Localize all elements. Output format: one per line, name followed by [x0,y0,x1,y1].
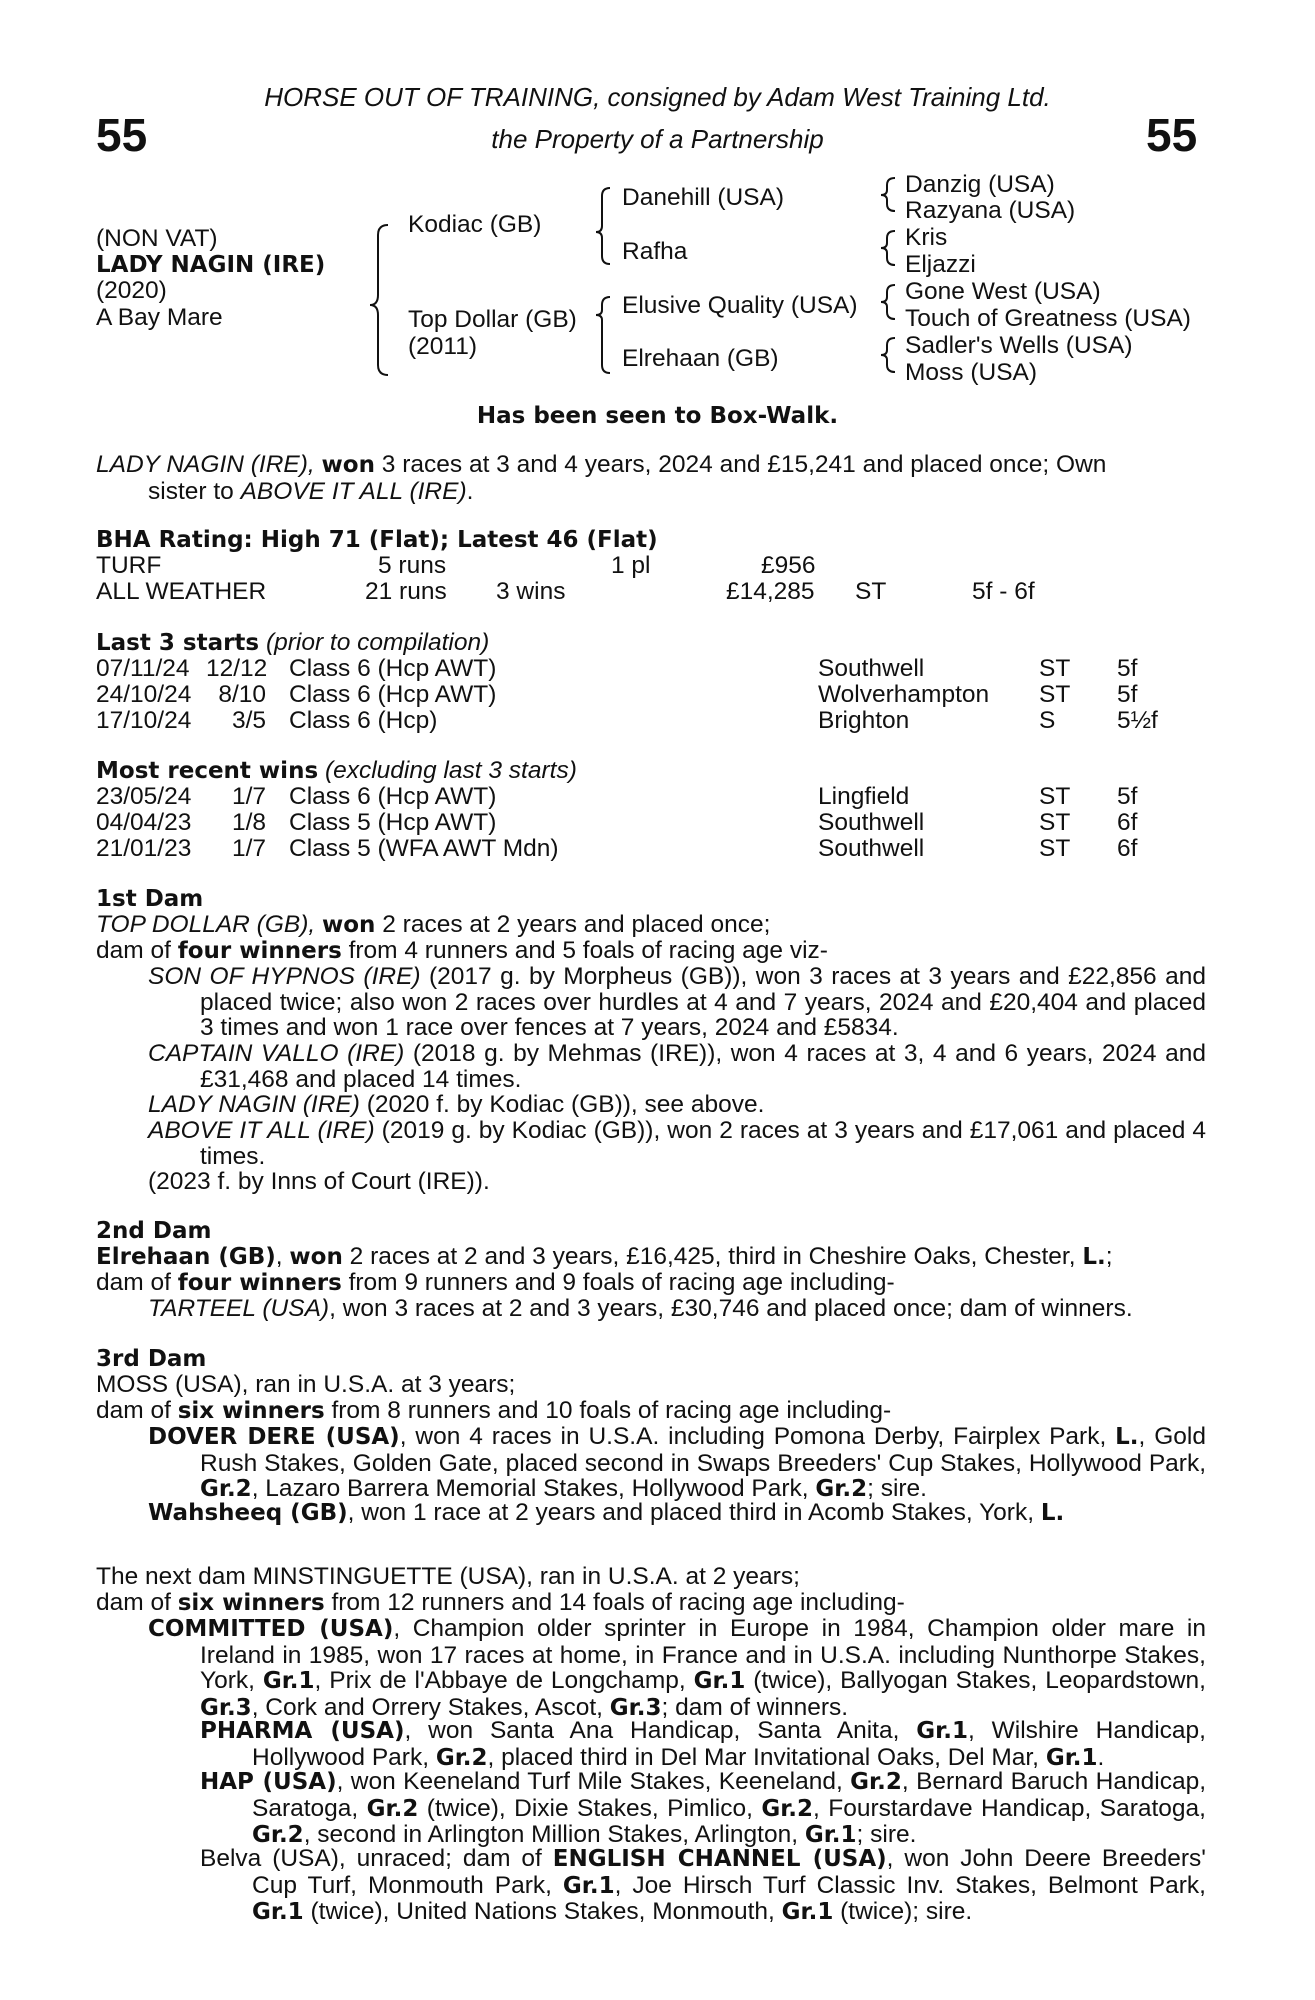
produce-text: (2017 g. by Morpheus (GB)), won 3 races at 3 years and £22,856 and placed twice; also won 2 races over hurdles at 4 and 7 years, 2024 and £20,404 and placed 3 times and won 1 race over fences at 7 years, 2024 and £5834. [200,963,1206,1042]
race-going: ST [1039,809,1071,836]
race-course: Wolverhampton [818,681,990,708]
pedigree-dam-sire: Elusive Quality (USA) [622,292,858,319]
first-dam-won: won [322,912,376,938]
produce-text: , won 3 races at 2 and 3 years, £30,746 and placed once; dam of winners. [329,1295,1133,1322]
first-dam-heading: 1st Dam [96,886,204,912]
grade: Gr.2 [366,1795,419,1822]
property-header: the Property of a Partnership [491,124,824,154]
summary-text1: 3 races at 3 and 4 years, 2024 and £15,241 and placed once; Own [374,451,1107,478]
race-position: 1/7 [231,783,266,810]
horse-description: A Bay Mare [96,304,223,331]
bha-going: ST [855,578,887,605]
third-dam-produce-line [96,1398,891,1424]
produce-text: , Champion older sprinter in Europe in 1984, Champion older mare in Ireland in 1985, won 17 races at home, in France and in U.S.A. including Nunthorpe Stakes, York, [200,1615,1207,1695]
race-distance: 5f [1117,655,1138,682]
summary-text3: . [466,477,474,505]
dam-of-post: from 12 runners and 14 foals of racing age including- [324,1589,905,1616]
produce-text: , second in Arlington Million Stakes, Arlington, [303,1821,805,1849]
bha-surface: TURF [96,552,162,579]
next-dam-produce-line [96,1590,905,1616]
race-course: Lingfield [818,783,910,810]
produce-dover-dere [148,1424,1206,1503]
bha-distance: 5f - 6f [972,578,1035,605]
dam-of-winners: four winners [177,938,342,964]
grade: Gr.1 [252,1899,304,1926]
summary-won: won [321,452,375,478]
win-row [96,810,1206,836]
win-row [96,836,1206,862]
bha-placed: 1 pl [611,552,651,579]
second-dam-text: 2 races at 2 and 3 years, £16,425, third in Cheshire Oaks, Chester, [342,1243,1083,1270]
race-position: 3/5 [231,707,266,734]
race-date: 04/04/23 [96,809,192,836]
dam-of-post: from 8 runners and 10 foals of racing age including- [324,1397,892,1424]
pedigree-sire-sire: Danehill (USA) [622,184,785,211]
pedigree-g3: Kris [905,224,948,251]
recent-wins-heading [96,758,577,784]
race-class: Class 6 (Hcp) [289,707,438,734]
second-dam-name: Elrehaan (GB) [96,1244,276,1270]
produce-hap [200,1769,1206,1849]
grade: Gr.2 [252,1822,304,1849]
dam-of-winners: four winners [177,1270,342,1296]
pedigree-g7: Sadler's Wells (USA) [905,332,1133,359]
grade: Gr.2 [850,1769,902,1795]
produce-text: (twice), Dixie Stakes, Pimlico, [418,1794,762,1822]
race-class: Class 6 (Hcp AWT) [289,783,497,810]
produce-text: ; dam of winners. [661,1693,849,1721]
race-course: Brighton [818,707,910,734]
horse-name: LADY NAGIN (IRE) [96,252,326,278]
bha-surface: ALL WEATHER [96,578,267,605]
produce-belva [200,1846,1206,1926]
recent-wins-note: (excluding last 3 starts) [324,757,577,784]
vat-status: (NON VAT) [96,225,218,252]
grade: L. [1040,1500,1065,1526]
produce-name: ENGLISH CHANNEL (USA) [552,1846,887,1872]
produce-text: , Joe Hirsch Turf Classic Inv. Stakes, Belmont Park, [614,1871,1206,1899]
pedigree-sire: Kodiac (GB) [408,211,542,238]
grade: Gr.2 [200,1476,252,1503]
produce-lady-nagin [148,1092,764,1118]
race-class: Class 5 (WFA AWT Mdn) [289,835,559,862]
first-dam-name: TOP DOLLAR (GB), [96,911,316,938]
pedigree-sire-dam: Rafha [622,238,688,265]
produce-above-it-all [148,1118,1206,1169]
bracket-main [370,225,388,375]
last-starts-heading [96,630,489,656]
grade: Gr.2 [435,1744,488,1771]
produce-text: ; sire. [867,1475,927,1503]
dam-of-pre: dam of [96,1397,178,1424]
produce-text: , Prix de l'Abbaye de Longchamp, [314,1667,694,1695]
first-dam-text: 2 races at 2 years and placed once; [375,911,771,938]
box-walk-note: Has been seen to Box-Walk. [476,403,839,429]
grade: Gr.1 [781,1899,834,1926]
bracket-g2 [881,231,895,265]
summary-text2: sister to [148,477,241,505]
first-dam-produce-line [96,938,828,964]
bha-row-all-weather [96,579,1206,605]
race-course: Southwell [818,655,925,682]
second-dam-line [96,1244,1113,1270]
produce-son-of-hypnos [148,964,1206,1041]
race-position: 1/8 [231,809,266,836]
pedigree-dam-dam: Elrehaan (GB) [622,345,779,372]
produce-wahsheeq [148,1500,1064,1526]
race-going: ST [1039,835,1071,862]
horse-summary [96,452,1204,504]
produce-text: (twice); sire. [833,1898,973,1926]
bracket-g3 [881,285,895,319]
bha-runs: 21 runs [365,578,447,605]
race-position: 1/7 [231,835,266,862]
produce-text: Belva (USA), unraced; dam of [200,1845,553,1872]
produce-pharma [200,1718,1206,1771]
last-starts-title: Last 3 starts [96,630,260,656]
pedigree-g8: Moss (USA) [905,359,1038,386]
pedigree-g2: Razyana (USA) [905,197,1076,224]
produce-name: DOVER DERE (USA) [148,1424,400,1450]
summary-sister: ABOVE IT ALL (IRE) [240,477,467,505]
lot-number-right: 55 [1146,109,1198,161]
produce-text: , won John Deere Breeders' Cup Turf, Monmouth Park, [252,1845,1206,1899]
pedigree-dam: Top Dollar (GB) [408,306,577,333]
produce-text: (2018 g. by Mehmas (IRE)), won 4 races at 3, 4 and 6 years, 2024 and £31,468 and placed 14 times. [200,1040,1206,1093]
race-row [96,682,1206,708]
second-dam-heading: 2nd Dam [96,1218,212,1244]
race-going: S [1039,707,1056,734]
produce-text: (twice), United Nations Stakes, Monmouth, [303,1898,782,1926]
race-class: Class 6 (Hcp AWT) [289,681,497,708]
produce-text: , won 1 race at 2 years and placed third in Acomb Stakes, York, [347,1499,1041,1526]
consignor-header: HORSE OUT OF TRAINING, consigned by Adam West Training Ltd. [264,82,1051,112]
race-going: ST [1039,783,1071,810]
produce-name: PHARMA (USA) [200,1718,405,1744]
race-date: 21/01/23 [96,835,192,862]
separator: , [275,1243,290,1270]
recent-wins-title: Most recent wins [96,758,319,784]
produce-text: , Bernard Baruch Handicap, Saratoga, [252,1768,1207,1822]
grade: Gr.1 [262,1668,315,1695]
produce-2023-filly: (2023 f. by Inns of Court (IRE)). [148,1168,490,1195]
third-dam-heading: 3rd Dam [96,1346,207,1372]
grade: Gr.1 [916,1718,968,1744]
horse-year: (2020) [96,277,167,304]
race-distance: 6f [1117,809,1138,836]
produce-name: TARTEEL (USA) [148,1295,330,1322]
produce-name: Wahsheeq (GB) [148,1500,348,1526]
race-going: ST [1039,655,1071,682]
produce-text: ; sire. [856,1821,917,1849]
grade: Gr.3 [609,1694,662,1721]
race-distance: 5½f [1117,707,1158,734]
produce-text: , won Keeneland Turf Mile Stakes, Keeneland, [336,1768,851,1795]
bha-wins: 3 wins [496,578,566,605]
race-class: Class 6 (Hcp AWT) [289,655,497,682]
grade: Gr.2 [761,1795,814,1822]
win-row [96,784,1206,810]
produce-text: , placed third in Del Mar Invitational Oaks, Del Mar, [487,1743,1046,1771]
produce-name: HAP (USA) [200,1769,337,1795]
first-dam-line [96,912,770,938]
race-distance: 5f [1117,681,1138,708]
pedigree-dam-year: (2011) [408,333,478,360]
bha-row-turf [96,553,1206,579]
grade: L. [1115,1424,1139,1450]
last-starts-note: (prior to compilation) [265,629,490,656]
produce-text: , Lazaro Barrera Memorial Stakes, Hollywood Park, [251,1475,816,1503]
produce-text: , won 4 races in U.S.A. including Pomona Derby, Fairplex Park, [399,1423,1116,1450]
produce-text: (twice), Ballyogan Stakes, Leopardstown, [745,1667,1206,1695]
second-dam-produce-line [96,1270,895,1296]
grade: Gr.1 [562,1872,615,1899]
dam-of-winners: six winners [177,1590,325,1616]
dam-of-winners: six winners [177,1398,325,1424]
bha-prize: £956 [761,552,816,579]
race-date: 24/10/24 [96,681,192,708]
race-position: 8/10 [218,681,266,708]
bha-prize: £14,285 [726,578,815,605]
produce-name: CAPTAIN VALLO (IRE) [148,1040,405,1067]
produce-text: , won Santa Ana Handicap, Santa Anita, [404,1717,917,1744]
produce-tarteel [148,1296,1133,1322]
produce-text: . [1097,1743,1105,1771]
produce-name: SON OF HYPNOS (IRE) [148,963,421,990]
summary-name: LADY NAGIN (IRE), [96,451,315,478]
dam-of-pre: dam of [96,937,178,964]
race-course: Southwell [818,835,925,862]
race-position: 12/12 [206,655,268,682]
dam-of-pre: dam of [96,1269,178,1296]
bha-rating: BHA Rating: High 71 (Flat); Latest 46 (Flat) [96,527,658,553]
produce-name: COMMITTED (USA) [148,1616,394,1642]
produce-captain-vallo [148,1041,1206,1092]
produce-name: ABOVE IT ALL (IRE) [148,1117,375,1144]
bracket-dam [596,297,610,373]
race-row [96,656,1206,682]
bha-runs: 5 runs [378,552,447,579]
produce-committed [148,1616,1206,1721]
bracket-g4 [881,338,895,372]
grade: Gr.1 [804,1822,857,1849]
grade: Gr.1 [1045,1744,1098,1771]
produce-text: (2019 g. by Kodiac (GB)), won 2 races at 3 years and £17,061 and placed 4 times. [200,1117,1207,1170]
produce-text: (2020 f. by Kodiac (GB)), see above. [359,1091,765,1118]
second-dam-won: won [289,1244,343,1270]
pedigree-g5: Gone West (USA) [905,278,1101,305]
race-class: Class 5 (Hcp AWT) [289,809,497,836]
race-going: ST [1039,681,1071,708]
race-course: Southwell [818,809,925,836]
line-end: ; [1105,1243,1113,1270]
produce-text: , Fourstardave Handicap, Saratoga, [813,1794,1206,1822]
dam-of-pre: dam of [96,1589,178,1616]
race-row [96,708,1206,734]
pedigree-g6: Touch of Greatness (USA) [905,305,1191,332]
pedigree-g1: Danzig (USA) [905,171,1055,198]
race-distance: 6f [1117,835,1138,862]
next-dam-line: The next dam MINSTINGUETTE (USA), ran in U.S.A. at 2 years; [96,1563,800,1590]
pedigree-g4: Eljazzi [905,251,976,278]
produce-text: , Cork and Orrery Stakes, Ascot, [251,1693,610,1721]
dam-of-post: from 4 runners and 5 foals of racing age viz- [341,937,828,964]
grade: Gr.3 [200,1694,252,1721]
third-dam-line: MOSS (USA), ran in U.S.A. at 3 years; [96,1371,516,1398]
race-distance: 5f [1117,783,1138,810]
bracket-g1 [881,178,895,211]
grade: Gr.1 [693,1668,746,1695]
grade: Gr.2 [815,1476,868,1503]
race-date: 07/11/24 [96,655,190,682]
produce-text: , Gold Rush Stakes, Golden Gate, placed second in Swaps Breeders' Cup Stakes, Hollywood Park, [200,1423,1206,1477]
grade-listed: L. [1082,1244,1106,1270]
bracket-sire [596,188,610,264]
produce-text: , Wilshire Handicap, Hollywood Park, [252,1717,1206,1771]
lot-number-left: 55 [96,109,148,161]
race-date: 17/10/24 [96,707,192,734]
dam-of-post: from 9 runners and 9 foals of racing age including- [341,1269,895,1296]
produce-name: LADY NAGIN (IRE) [148,1091,360,1118]
race-date: 23/05/24 [96,783,192,810]
